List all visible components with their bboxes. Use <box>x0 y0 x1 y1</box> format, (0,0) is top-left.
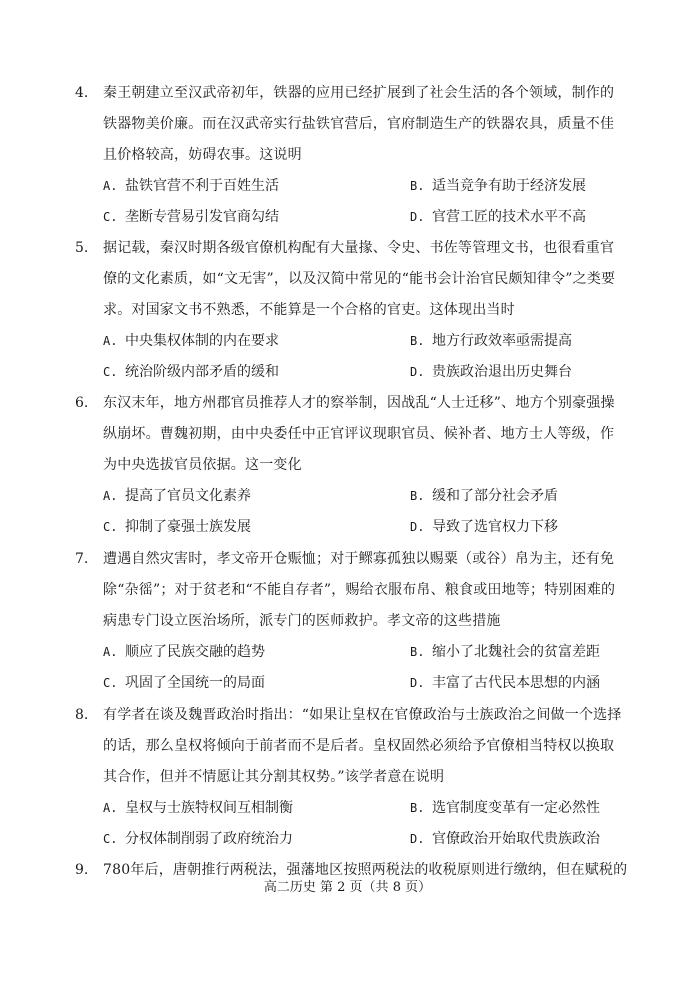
question-text: 东汉末年，地方州郡官员推荐人才的察举制，因战乱“人士迁移”、地方个别豪强操纵崩坏。曹魏初期，由中央委任中正官评议现职官员、候补者、地方士人等级，作为中央选拔官员依据。这一变化 <box>103 395 615 473</box>
question-number: 6. <box>75 395 89 411</box>
option-b: B. 缩小了北魏社会的贫富差距 <box>410 644 600 660</box>
question-number: 9. <box>75 862 89 878</box>
question-text: 780年后，唐朝推行两税法，强藩地区按照两税法的收税原则进行缴纳，但在赋税的 <box>103 862 628 878</box>
option-a: A. 中央集权体制的内在要求 <box>103 333 279 349</box>
question-number: 7. <box>75 551 89 567</box>
question-number: 4. <box>75 85 89 101</box>
question-text: 据记载，秦汉时期各级官僚机构配有大量掾、令史、书佐等管理文书，也很看重官僚的文化素质，如“文无害”，以及汉简中常见的“能书会计治官民颇知律令”之类要求。对国家文书不熟悉，不能算是一个合格的官吏。这体现出当时 <box>103 240 616 318</box>
option-a: A. 顺应了民族交融的趋势 <box>103 644 265 660</box>
option-a: A. 盐铁官营不利于百姓生活 <box>103 178 279 194</box>
option-a: A. 提高了官员文化素养 <box>103 488 251 504</box>
option-d: D. 官僚政治开始取代贵族政治 <box>410 831 600 847</box>
question-number: 5. <box>75 240 89 256</box>
option-c: C. 分权体制削弱了政府统治力 <box>103 831 293 847</box>
question-text: 遭遇自然灾害时，孝文帝开仓赈恤；对于鳏寡孤独以赐粟（或谷）帛为主，还有免除“杂徭”；对于贫老和“不能自存者”，赐给衣服布帛、粮食或田地等；特别困难的病患专门设立医治场所，派专门的医师救护。孝文帝的这些措施 <box>103 551 616 629</box>
option-b: B. 适当竞争有助于经济发展 <box>410 178 586 194</box>
option-b: B. 选官制度变革有一定必然性 <box>410 800 600 816</box>
option-d: D. 贵族政治退出历史舞台 <box>410 364 572 380</box>
option-a: A. 皇权与士族特权间互相制衡 <box>103 800 293 816</box>
option-b: B. 地方行政效率亟需提高 <box>410 333 572 349</box>
option-c: C. 统治阶级内部矛盾的缓和 <box>103 364 279 380</box>
question-text: 秦王朝建立至汉武帝初年，铁器的应用已经扩展到了社会生活的各个领域，制作的铁器物美价廉。而在汉武帝实行盐铁官营后，官府制造生产的铁器农具，质量不佳且价格较高，妨碍农事。这说明 <box>103 85 615 163</box>
option-d: D. 官营工匠的技术水平不高 <box>410 209 586 225</box>
page-footer: 高二历史 第 2 页（共 8 页） <box>263 880 432 895</box>
option-d: D. 丰富了古代民本思想的内涵 <box>410 675 600 691</box>
question-text: 有学者在谈及魏晋政治时指出：“如果让皇权在官僚政治与士族政治之间做一个选择的话，那么皇权将倾向于前者而不是后者。皇权固然必须给予官僚相当特权以换取其合作，但并不情愿让其分割其权势。”该学者意在说明 <box>103 707 622 785</box>
option-d: D. 导致了选官权力下移 <box>410 519 558 535</box>
option-c: C. 抑制了豪强士族发展 <box>103 519 251 535</box>
option-c: C. 垄断专营易引发官商勾结 <box>103 209 279 225</box>
option-b: B. 缓和了部分社会矛盾 <box>410 488 558 504</box>
option-c: C. 巩固了全国统一的局面 <box>103 675 265 691</box>
question-number: 8. <box>75 707 89 723</box>
